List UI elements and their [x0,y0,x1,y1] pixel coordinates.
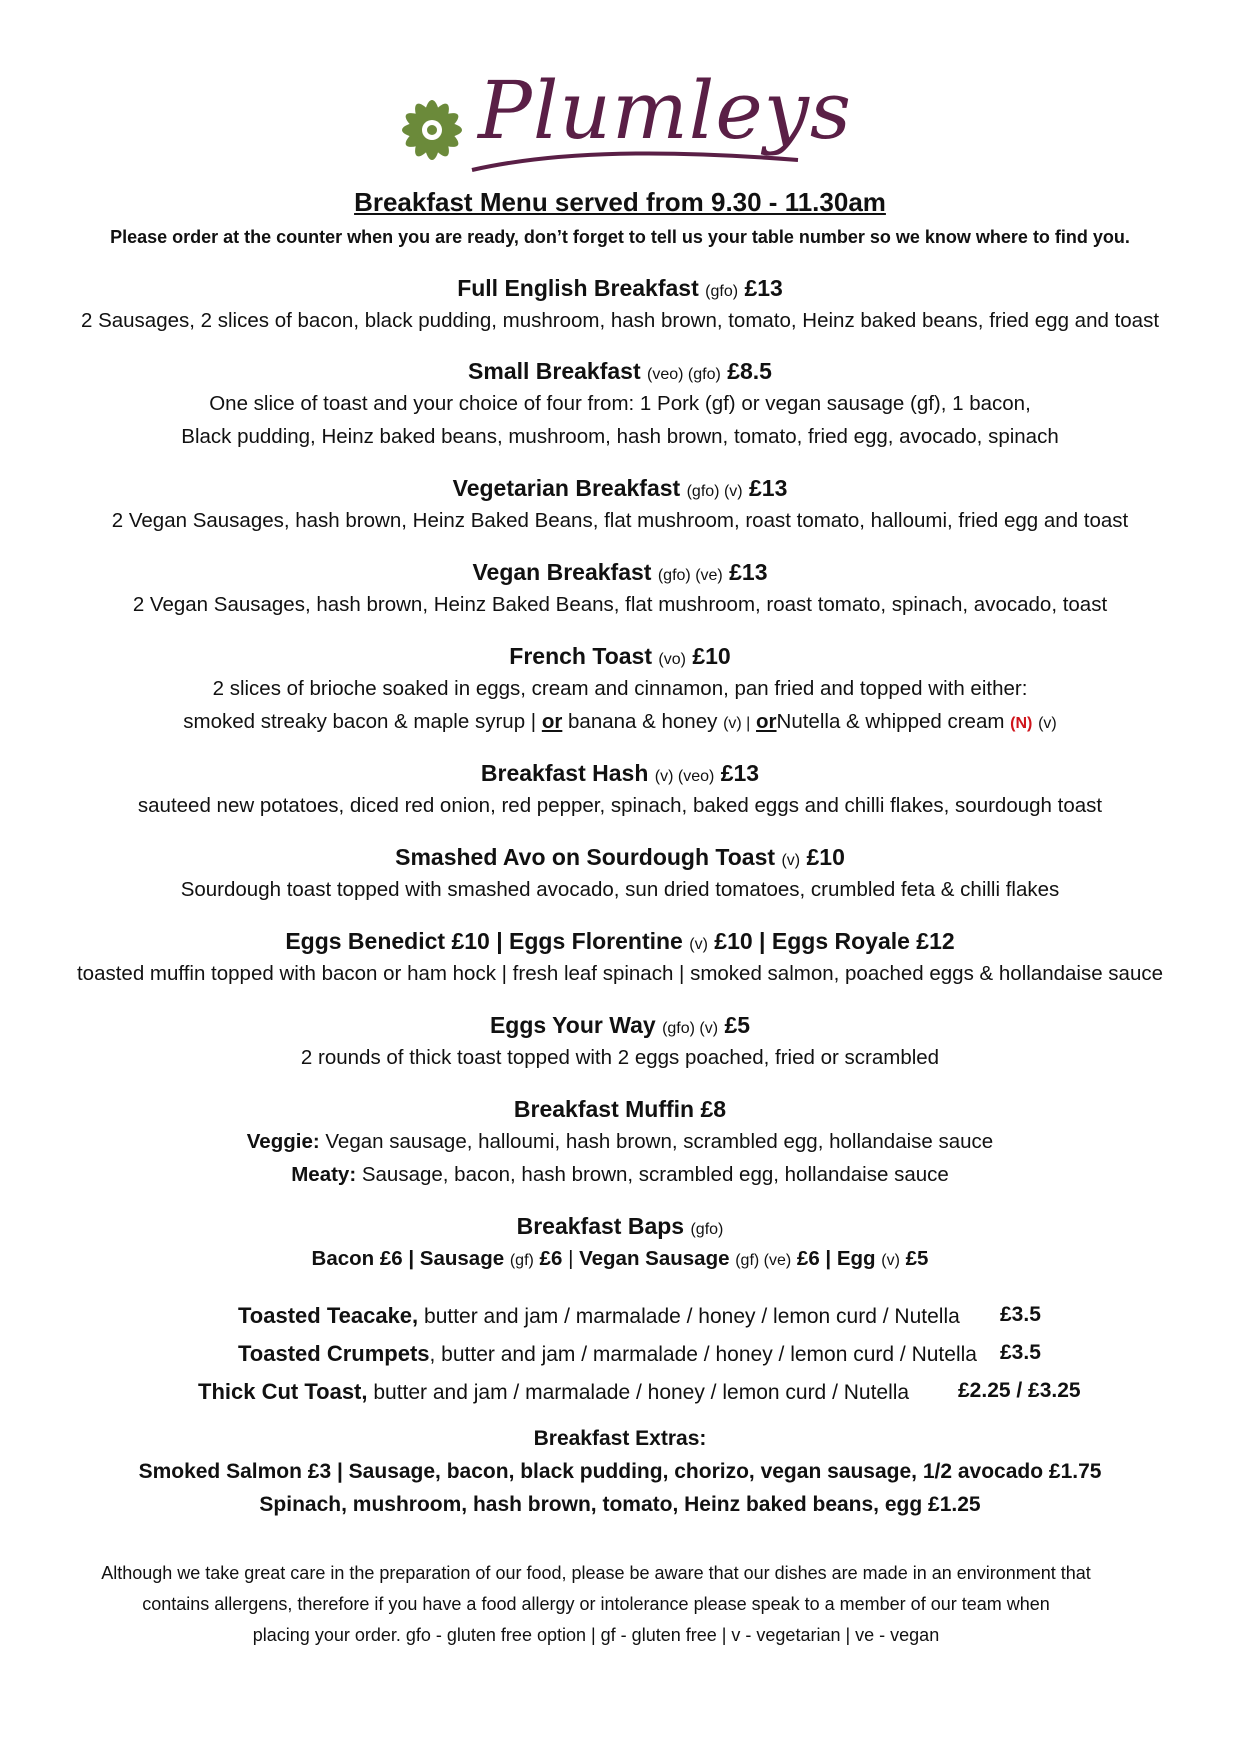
logo-text: Plumleys [478,64,852,157]
meaty-label: Meaty: [291,1163,357,1186]
allergen-disclaimer: contains allergens, therefore if you have a food allergy or intolerance please speak to a member of our team when [142,1594,1050,1614]
item-tags: (gfo) (v) [686,483,743,500]
or-label: or [541,710,563,733]
item-full-english [0,273,1240,307]
toast-desc: butter and jam / marmalade / honey / lemon curd / Nutella [424,1305,960,1328]
item-tags: (gfo) (v) [662,1020,719,1037]
item-desc: 2 rounds of thick toast topped with 2 eggs poached, fried or scrambled [300,1046,940,1069]
item-name: Full English Breakfast [457,275,699,301]
item-price: £8.5 [727,358,772,384]
item-small-breakfast [0,356,1240,390]
item-tags: (gfo) (ve) [657,567,723,584]
extras-title: Breakfast Extras: [533,1427,707,1450]
toast-row-crumpets [238,1341,977,1367]
item-name: Vegan Breakfast [472,559,652,585]
toast-price: £2.25 / £3.25 [958,1379,1081,1402]
item-desc: toasted muffin topped with bacon or ham hock | fresh leaf spinach | smoked salmon, poached eggs & hollandaise sauce [76,962,1164,985]
muffin-meaty [0,1160,1240,1190]
item-price: £13 [729,559,768,585]
item-name: French Toast [509,643,652,669]
item-name: Breakfast Hash [480,760,649,786]
option-bacon: smoked streaky bacon & maple syrup | [183,710,537,733]
item-tags: (vo) [658,651,686,668]
item-name: Vegetarian Breakfast [452,475,681,501]
toast-row-thick-cut [198,1379,909,1405]
page-title: Breakfast Menu served from 9.30 - 11.30am [354,187,886,217]
plumleys-logo [380,64,852,180]
item-breakfast-baps [0,1211,1240,1245]
eggs-royale: Eggs Royale £12 [771,928,955,954]
allergen-disclaimer: Although we take great care in the preparation of our food, please be aware that our dishes are made in an environment that [101,1563,1091,1583]
eggs-florentine-price: £10 | [714,928,766,954]
veggie-desc: Vegan sausage, halloumi, hash brown, scrambled egg, hollandaise sauce [325,1130,994,1153]
item-tags: (gfo) [690,1221,724,1238]
baps-options [0,1244,1240,1276]
item-french-toast [0,641,1240,675]
eggs-benedict: Eggs Benedict £10 | [285,928,503,954]
item-price: £13 [720,760,760,786]
item-price: £10 [692,643,731,669]
option-tag: (v) | [723,715,751,732]
item-price: £13 [744,275,783,301]
bap-tag: (v) [881,1252,900,1269]
logo-swoosh [470,148,800,178]
toast-desc: , butter and jam / marmalade / honey / lemon curd / Nutella [429,1343,977,1366]
bap-tag: (gf) [509,1252,534,1269]
item-tags: (v) [689,936,708,953]
item-desc: 2 slices of brioche soaked in eggs, cream and cinnamon, pan fried and topped with either: [212,677,1028,700]
option-tag: (v) [1038,715,1057,732]
item-breakfast-muffin: Breakfast Muffin £8 [513,1096,727,1122]
item-desc: 2 Vegan Sausages, hash brown, Heinz Baked Beans, flat mushroom, roast tomato, halloumi, fried egg and toast [111,509,1129,532]
item-desc: One slice of toast and your choice of four from: 1 Pork (gf) or vegan sausage (gf), 1 bacon, [209,392,1031,415]
item-breakfast-hash [0,758,1240,792]
toast-price: £3.5 [1000,1303,1041,1326]
toast-name: Toasted Teacake, [238,1303,419,1328]
item-eggs-your-way [0,1010,1240,1044]
item-tags: (v) (veo) [654,768,715,785]
item-name: Small Breakfast [468,358,641,384]
bap-egg-price: £5 [905,1247,929,1270]
extras-line: Smoked Salmon £3 | Sausage, bacon, black pudding, chorizo, vegan sausage, 1/2 avocado £1.75 [138,1460,1102,1483]
toast-row-teacake [238,1303,960,1329]
item-eggs [0,926,1240,960]
item-name: Smashed Avo on Sourdough Toast [395,844,776,870]
item-price: £10 [806,844,845,870]
option-banana: banana & honey [568,710,718,733]
item-desc: sauteed new potatoes, diced red onion, red pepper, spinach, baked eggs and chilli flakes, sourdough toast [137,794,1103,817]
item-tags: (v) [781,852,801,869]
nut-allergen-badge: (N) [1010,715,1033,732]
or-label: or [756,710,777,733]
bap-vegan-price: £6 | Egg [796,1247,876,1270]
veggie-label: Veggie: [246,1130,320,1153]
toast-price: £3.5 [1000,1341,1041,1364]
item-tags: (veo) (gfo) [647,366,721,383]
eggs-florentine: Eggs Florentine [509,928,683,954]
item-desc: 2 Vegan Sausages, hash brown, Heinz Baked Beans, flat mushroom, roast tomato, spinach, avocado, toast [132,593,1108,616]
item-desc: 2 Sausages, 2 slices of bacon, black pudding, mushroom, hash brown, tomato, Heinz baked beans, fried egg and toast [80,309,1160,332]
bap-separator: | [568,1247,574,1270]
item-smashed-avo [0,842,1240,876]
french-toast-options [0,707,1240,739]
bap-vegan: Vegan Sausage [579,1247,730,1270]
item-price: £5 [724,1012,751,1038]
item-tags: (gfo) [705,283,739,300]
item-price: £13 [748,475,788,501]
muffin-veggie [0,1127,1240,1157]
extras-line: Spinach, mushroom, hash brown, tomato, Heinz baked beans, egg £1.25 [259,1493,981,1516]
allergen-disclaimer: placing your order. gfo - gluten free option | gf - gluten free | v - vegetarian | ve - vegan [252,1625,940,1645]
item-vegetarian-breakfast [0,473,1240,507]
option-nutella: Nutella & whipped cream [776,710,1005,733]
bap-sausage-price: £6 [539,1247,563,1270]
item-name: Eggs Your Way [489,1012,656,1038]
toast-name: Thick Cut Toast, [198,1379,368,1404]
toast-name: Toasted Crumpets [238,1341,430,1366]
meaty-desc: Sausage, bacon, hash brown, scrambled egg, hollandaise sauce [361,1163,949,1186]
bap-tag: (gf) (ve) [735,1252,792,1269]
item-vegan-breakfast [0,557,1240,591]
item-desc: Black pudding, Heinz baked beans, mushroom, hash brown, tomato, fried egg, avocado, spinach [181,425,1059,448]
toast-desc: butter and jam / marmalade / honey / lemon curd / Nutella [373,1381,910,1404]
bap-bacon-sausage: Bacon £6 | Sausage [311,1247,505,1270]
item-name: Breakfast Baps [516,1213,685,1239]
item-desc: Sourdough toast topped with smashed avocado, sun dried tomatoes, crumbled feta & chilli flakes [180,878,1060,901]
order-note: Please order at the counter when you are ready, don’t forget to tell us your table number so we know where to find you. [110,227,1130,247]
